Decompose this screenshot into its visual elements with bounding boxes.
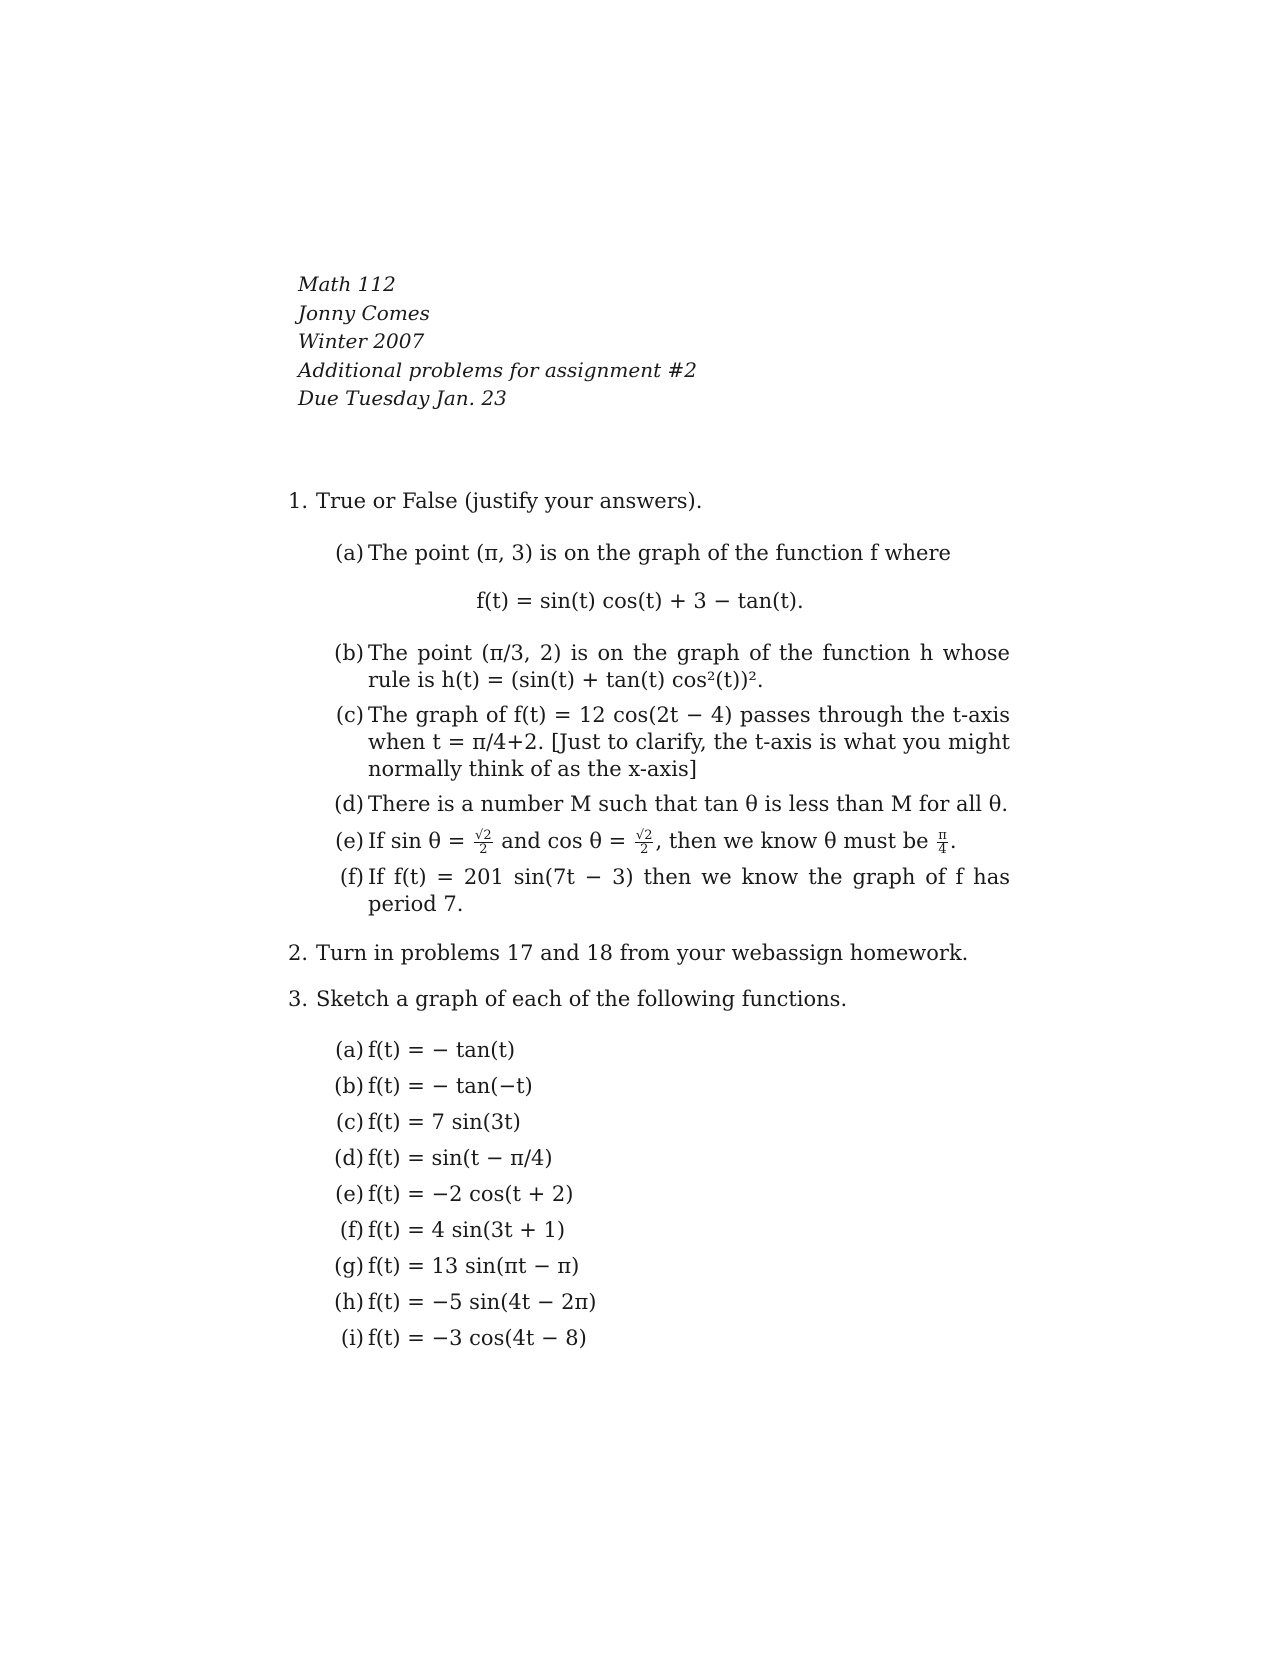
list-item bbox=[0, 1289, 1280, 1316]
fraction-numerator: √2 bbox=[635, 828, 653, 843]
item-expression: f(t) = −5 sin(4t − 2π) bbox=[368, 1290, 597, 1314]
item-label: (g) bbox=[334, 1254, 364, 1278]
subproblem-label: (d) bbox=[334, 792, 364, 816]
list-item bbox=[0, 1253, 1280, 1280]
fraction-numerator: π bbox=[938, 828, 947, 843]
item-label: (h) bbox=[334, 1290, 364, 1314]
fraction-denominator: 2 bbox=[479, 842, 488, 857]
subproblem-text: The point (π, 3) is on the graph of the function f where bbox=[368, 541, 951, 565]
term: Winter 2007 bbox=[298, 329, 425, 353]
list-item bbox=[0, 1145, 1280, 1172]
subproblem-label: (f) bbox=[339, 865, 364, 889]
subproblem-d bbox=[0, 791, 1280, 818]
fraction bbox=[937, 829, 948, 856]
course-name: Math 112 bbox=[298, 272, 396, 296]
text-fragment: If sin θ = bbox=[368, 829, 466, 853]
item-label: (a) bbox=[335, 1038, 364, 1062]
list-item bbox=[0, 1109, 1280, 1136]
subproblem-c bbox=[0, 702, 1280, 786]
subproblem-e bbox=[0, 828, 1280, 858]
item-expression: f(t) = − tan(−t) bbox=[368, 1074, 533, 1098]
fraction-denominator: 2 bbox=[640, 842, 649, 857]
equation: f(t) = sin(t) cos(t) + 3 − tan(t). bbox=[476, 589, 804, 613]
fraction bbox=[474, 829, 493, 856]
subproblem-label: (e) bbox=[335, 829, 364, 853]
subproblem-text: If f(t) = 201 sin(7t − 3) then we know the graph of f has period 7. bbox=[368, 865, 1010, 916]
due-date: Due Tuesday Jan. 23 bbox=[298, 386, 507, 410]
item-label: (b) bbox=[334, 1074, 364, 1098]
subproblem-a bbox=[0, 540, 1280, 567]
item-label: (e) bbox=[335, 1182, 364, 1206]
text-fragment: and cos θ = bbox=[501, 829, 627, 853]
assignment-title: Additional problems for assignment #2 bbox=[298, 357, 697, 382]
subproblem-b bbox=[0, 640, 1280, 696]
item-expression: f(t) = 7 sin(3t) bbox=[368, 1110, 521, 1134]
list-item bbox=[0, 1217, 1280, 1244]
problem-text: True or False (justify your answers). bbox=[316, 489, 703, 513]
list-item bbox=[0, 1073, 1280, 1100]
fraction-denominator: 4 bbox=[938, 842, 947, 857]
list-item bbox=[0, 1325, 1280, 1352]
subproblem-label: (b) bbox=[334, 641, 364, 665]
item-label: (c) bbox=[335, 1110, 364, 1134]
subproblem-text: The graph of f(t) = 12 cos(2t − 4) passes through the t-axis when t = π/4+2. [Just to clarify, the t-axis is what you might normally think of as the x-axis] bbox=[368, 703, 1010, 781]
header-block bbox=[298, 270, 697, 413]
subproblem-label: (c) bbox=[335, 703, 364, 727]
problem-number: 3. bbox=[288, 987, 309, 1011]
text-fragment: , then we know θ must be bbox=[655, 829, 929, 853]
fraction-numerator: √2 bbox=[475, 828, 492, 843]
item-expression: f(t) = −3 cos(4t − 8) bbox=[368, 1326, 587, 1350]
item-expression: f(t) = sin(t − π/4) bbox=[368, 1146, 553, 1170]
list-item bbox=[0, 1037, 1280, 1064]
item-expression: f(t) = 4 sin(3t + 1) bbox=[368, 1218, 566, 1242]
problem-2 bbox=[0, 940, 1280, 967]
problem-text: Sketch a graph of each of the following functions. bbox=[316, 987, 848, 1011]
problem-text: Turn in problems 17 and 18 from your webassign homework. bbox=[316, 941, 969, 965]
text-fragment: . bbox=[949, 829, 957, 853]
instructor-name: Jonny Comes bbox=[298, 300, 430, 325]
subproblem-f bbox=[0, 864, 1280, 920]
subproblem-text: There is a number M such that tan θ is less than M for all θ. bbox=[368, 792, 1009, 816]
item-label: (d) bbox=[334, 1146, 364, 1170]
item-label: (f) bbox=[339, 1218, 364, 1242]
problem-number: 2. bbox=[288, 941, 309, 965]
subproblem-text bbox=[368, 828, 1010, 856]
list-item bbox=[0, 1181, 1280, 1208]
item-label: (i) bbox=[340, 1326, 364, 1350]
item-expression: f(t) = 13 sin(πt − π) bbox=[368, 1254, 580, 1278]
item-expression: f(t) = − tan(t) bbox=[368, 1038, 516, 1062]
fraction bbox=[635, 829, 654, 856]
subproblem-text: The point (π/3, 2) is on the graph of the function h whose rule is h(t) = (sin(t) + tan(t) cos²(t))². bbox=[368, 641, 1010, 692]
item-expression: f(t) = −2 cos(t + 2) bbox=[368, 1182, 574, 1206]
subproblem-label: (a) bbox=[335, 541, 364, 565]
problem-number: 1. bbox=[288, 489, 309, 513]
